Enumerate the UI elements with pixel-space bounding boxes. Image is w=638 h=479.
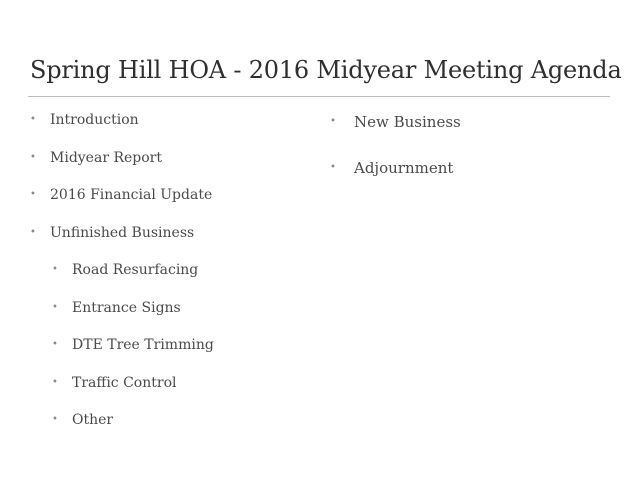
slide-title: Spring Hill HOA - 2016 Midyear Meeting Agenda xyxy=(30,56,622,84)
agenda-item-adjournment xyxy=(330,158,453,178)
bullet-icon: • xyxy=(330,116,336,127)
agenda-item-label: Other xyxy=(72,412,114,428)
agenda-item-label: Midyear Report xyxy=(50,150,162,166)
agenda-item-label: Unfinished Business xyxy=(50,225,195,241)
agenda-subitem-other xyxy=(52,410,113,430)
bullet-icon: • xyxy=(30,152,36,163)
agenda-item-label: Introduction xyxy=(50,112,139,128)
bullet-icon: • xyxy=(52,302,58,313)
bullet-icon: • xyxy=(30,114,36,125)
agenda-item-introduction xyxy=(30,110,139,130)
agenda-item-financial-update xyxy=(30,185,212,205)
bullet-icon: • xyxy=(330,162,336,173)
agenda-item-midyear-report xyxy=(30,148,162,168)
bullet-icon: • xyxy=(30,227,36,238)
agenda-item-label: Entrance Signs xyxy=(72,300,181,316)
agenda-item-new-business xyxy=(330,112,461,132)
agenda-subitem-entrance-signs xyxy=(52,298,181,318)
bullet-icon: • xyxy=(52,264,58,275)
title-divider xyxy=(28,96,610,97)
agenda-item-label: Road Resurfacing xyxy=(72,262,199,278)
agenda-item-label: Traffic Control xyxy=(72,375,177,391)
agenda-item-label: Adjournment xyxy=(354,159,454,177)
bullet-icon: • xyxy=(52,339,58,350)
agenda-item-unfinished-business xyxy=(30,223,194,243)
agenda-subitem-road-resurfacing xyxy=(52,260,198,280)
agenda-item-label: New Business xyxy=(354,113,461,131)
agenda-item-label: DTE Tree Trimming xyxy=(72,337,214,353)
bullet-icon: • xyxy=(30,189,36,200)
bullet-icon: • xyxy=(52,377,58,388)
bullet-icon: • xyxy=(52,414,58,425)
agenda-item-label: 2016 Financial Update xyxy=(50,187,213,203)
agenda-subitem-traffic-control xyxy=(52,373,176,393)
agenda-subitem-dte-tree-trimming xyxy=(52,335,214,355)
